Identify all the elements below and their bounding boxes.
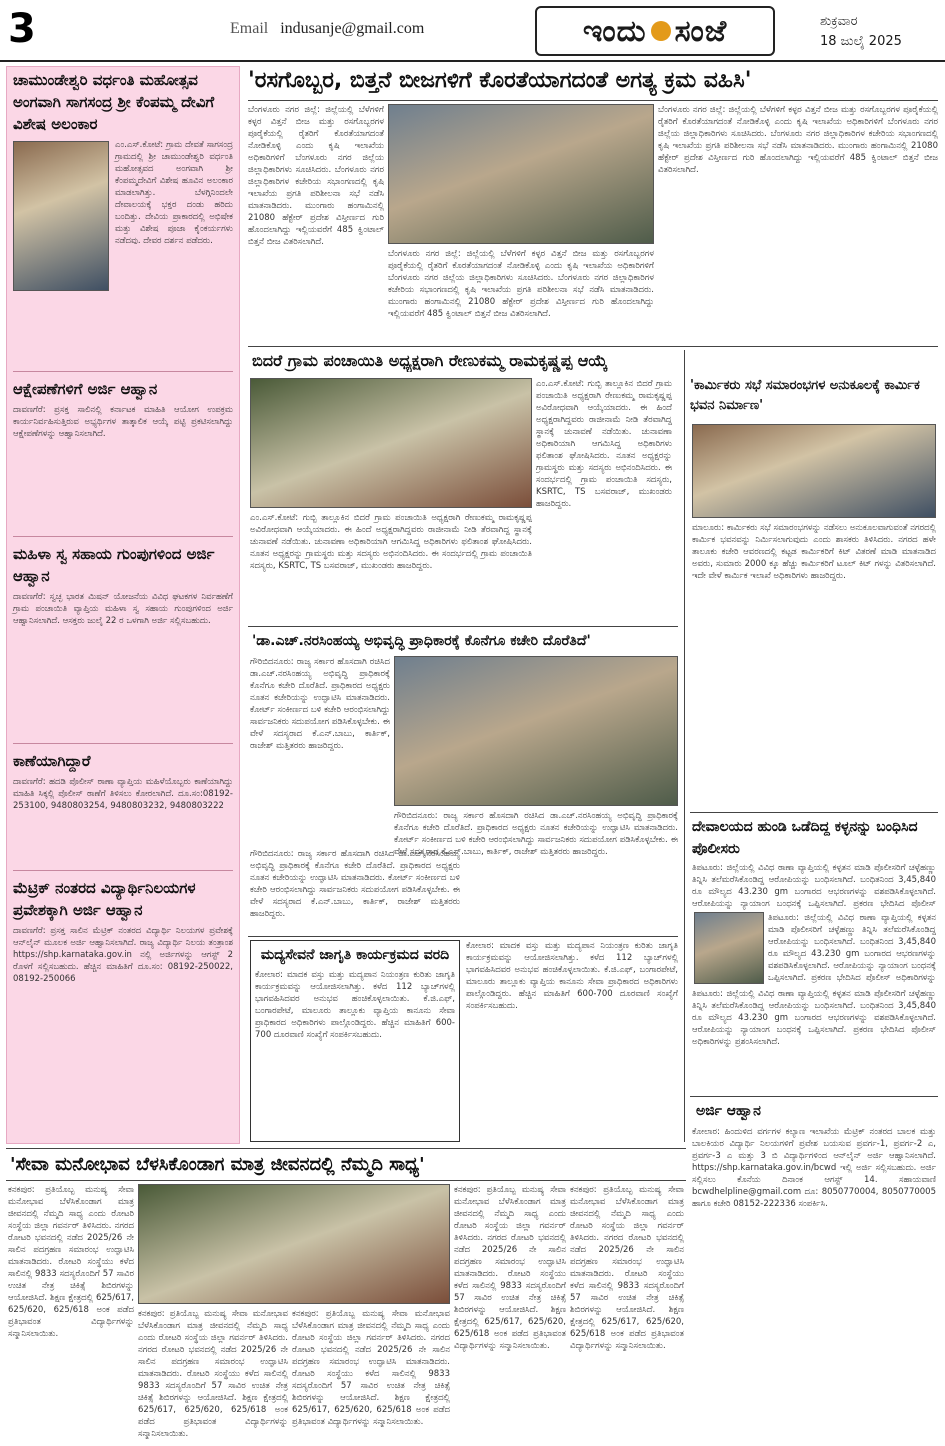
logo-text-right: ಸಂಜೆ: [674, 13, 728, 49]
deity-photo: [13, 141, 109, 291]
article-body-continued: ಕನಕಪುರ: ಪ್ರತಿಯೊಬ್ಬ ಮನುಷ್ಯ ಸೇವಾ ಮನೋಭಾವ ಬೆಳೆಸಿಕೊಂಡಾಗ ಮಾತ್ರ ಜೀವನದಲ್ಲಿ ನೆಮ್ಮದಿ ಸಾಧ್ಯ ಎಂದು ರೋಟರಿ ಸಂಸ್ಥೆಯ ಜಿಲ್ಲಾ ಗವರ್ನರ್ ತಿಳಿಸಿದರು. ನಗರದ ರೋಟರಿ ಭವನದಲ್ಲಿ ನಡೆದ 2025/26 ನೇ ಸಾಲಿನ ಪದಗ್ರಹಣ ಸಮಾರಂಭ ಉದ್ಘಾಟಿಸಿ ಮಾತನಾಡಿದರು. ರೋಟರಿ ಸಂಸ್ಥೆಯು ಕಳೆದ ಸಾಲಿನಲ್ಲಿ 9833 ಸದಸ್ಯರೊಂದಿಗೆ 57 ಸಾವಿರ ಉಚಿತ ನೇತ್ರ ಚಿಕಿತ್ಸೆ ಶಿಬಿರಗಳನ್ನು ಆಯೋಜಿಸಿದೆ. ಶಿಕ್ಷಣ ಕ್ಷೇತ್ರದಲ್ಲಿ 625/617, 625/620, 625/618 ಅಂಕ ಪಡೆದ ಪ್ರತಿಭಾವಂತ ವಿದ್ಯಾರ್ಥಿಗಳನ್ನು ಸನ್ಮಾನಿಸಲಾಯಿತು.: [570, 1185, 684, 1351]
divider: [6, 1180, 686, 1181]
article-headline: 'ರಸಗೊಬ್ಬರ, ಬಿತ್ತನೆ ಬೀಜಗಳಿಗೆ ಕೊರತೆಯಾಗದಂತೆ ಅಗತ್ಯ ಕ್ರಮ ವಹಿಸಿ': [248, 68, 752, 93]
article-body-continued: ಕೋಲಾರ: ಮಾದಕ ವಸ್ತು ಮತ್ತು ಮದ್ಯಪಾನ ನಿಯಂತ್ರಣ ಕುರಿತು ಜಾಗೃತಿ ಕಾರ್ಯಕ್ರಮವನ್ನು ಆಯೋಜಿಸಲಾಗಿತ್ತು. ಕಳೆದ 112 ಬ್ಯಾಚ್‌ಗಳಲ್ಲಿ ಭಾಗವಹಿಸಿದವರ ಅನುಭವ ಹಂಚಿಕೊಳ್ಳಲಾಯಿತು. ಕೆ.ಜಿ.ಎಫ್, ಬಂಗಾರಪೇಟೆ, ಮಾಲೂರು ತಾಲ್ಲೂಕು ವ್ಯಾಪ್ತಿಯ ಕಾನೂನು ಸೇವಾ ಪ್ರಾಧಿಕಾರದ ಅಧಿಕಾರಿಗಳು ಪಾಲ್ಗೊಂಡಿದ್ದರು. ಹೆಚ್ಚಿನ ಮಾಹಿತಿಗೆ 600-700 ದೂರವಾಣಿ ಸಂಖ್ಯೆಗೆ ಸಂಪರ್ಕಿಸಬಹುದು.: [466, 941, 678, 1011]
email-label: Email: [230, 20, 269, 37]
article-headline: ಮೆಟ್ರಿಕ್ ನಂತರದ ವಿದ್ಯಾರ್ಥಿನಿಲಯಗಳ ಪ್ರವೇಶಕ್ಕಾಗಿ ಅರ್ಜಿ ಆಹ್ವಾನ: [13, 879, 196, 919]
article-body-continued: ಕನಕಪುರ: ಪ್ರತಿಯೊಬ್ಬ ಮನುಷ್ಯ ಸೇವಾ ಮನೋಭಾವ ಬೆಳೆಸಿಕೊಂಡಾಗ ಮಾತ್ರ ಜೀವನದಲ್ಲಿ ನೆಮ್ಮದಿ ಸಾಧ್ಯ ಎಂದು ರೋಟರಿ ಸಂಸ್ಥೆಯ ಜಿಲ್ಲಾ ಗವರ್ನರ್ ತಿಳಿಸಿದರು. ನಗರದ ರೋಟರಿ ಭವನದಲ್ಲಿ ನಡೆದ 2025/26 ನೇ ಸಾಲಿನ ಪದಗ್ರಹಣ ಸಮಾರಂಭ ಉದ್ಘಾಟಿಸಿ ಮಾತನಾಡಿದರು. ರೋಟರಿ ಸಂಸ್ಥೆಯು ಕಳೆದ ಸಾಲಿನಲ್ಲಿ 9833 ಸದಸ್ಯರೊಂದಿಗೆ 57 ಸಾವಿರ ಉಚಿತ ನೇತ್ರ ಚಿಕಿತ್ಸೆ ಶಿಬಿರಗಳನ್ನು ಆಯೋಜಿಸಿದೆ. ಶಿಕ್ಷಣ ಕ್ಷೇತ್ರದಲ್ಲಿ 625/617, 625/620, 625/618 ಅಂಕ ಪಡೆದ ಪ್ರತಿಭಾವಂತ ವಿದ್ಯಾರ್ಥಿಗಳನ್ನು ಸನ್ಮಾನಿಸಲಾಯಿತು.: [454, 1185, 566, 1351]
divider: [248, 936, 678, 937]
article-body-continued: ಕನಕಪುರ: ಪ್ರತಿಯೊಬ್ಬ ಮನುಷ್ಯ ಸೇವಾ ಮನೋಭಾವ ಬೆಳೆಸಿಕೊಂಡಾಗ ಮಾತ್ರ ಜೀವನದಲ್ಲಿ ನೆಮ್ಮದಿ ಸಾಧ್ಯ ಎಂದು ರೋಟರಿ ಸಂಸ್ಥೆಯ ಜಿಲ್ಲಾ ಗವರ್ನರ್ ತಿಳಿಸಿದರು. ನಗರದ ರೋಟರಿ ಭವನದಲ್ಲಿ ನಡೆದ 2025/26 ನೇ ಸಾಲಿನ ಪದಗ್ರಹಣ ಸಮಾರಂಭ ಉದ್ಘಾಟಿಸಿ ಮಾತನಾಡಿದರು. ರೋಟರಿ ಸಂಸ್ಥೆಯು ಕಳೆದ ಸಾಲಿನಲ್ಲಿ 9833 ಸದಸ್ಯರೊಂದಿಗೆ 57 ಸಾವಿರ ಉಚಿತ ನೇತ್ರ ಚಿಕಿತ್ಸೆ ಶಿಬಿರಗಳನ್ನು ಆಯೋಜಿಸಿದೆ. ಶಿಕ್ಷಣ ಕ್ಷೇತ್ರದಲ್ಲಿ 625/617, 625/620, 625/618 ಅಂಕ ಪಡೆದ ಪ್ರತಿಭಾವಂತ ವಿದ್ಯಾರ್ಥಿಗಳನ್ನು ಸನ್ಮಾನಿಸಲಾಯಿತು.: [138, 1309, 288, 1439]
issue-date: 18 ಜುಲೈ 2025: [820, 34, 902, 49]
article-body-continued: ತಿಪಟೂರು: ಜಿಲ್ಲೆಯಲ್ಲಿ ವಿವಿಧ ಠಾಣಾ ವ್ಯಾಪ್ತಿಯಲ್ಲಿ ಕಳ್ಳತನ ಮಾಡಿ ಪೊಲೀಸರಿಗೆ ಚಳ್ಳೆಹಣ್ಣು ತಿನ್ನಿಸಿ ತಲೆಮರೆಸಿಕೊಂಡಿದ್ದ ಆರೋಪಿಯನ್ನು ಬಂಧಿಸಲಾಗಿದೆ. ಬಂಧಿತನಿಂದ 3,45,840 ರೂ ಮೌಲ್ಯದ 43.230 gm ಬಂಗಾರದ ಆಭರಣಗಳನ್ನು ವಶಪಡಿಸಿಕೊಳ್ಳಲಾಗಿದೆ. ಆರೋಪಿಯನ್ನು ನ್ಯಾಯಾಂಗ ಬಂಧನಕ್ಕೆ ಒಪ್ಪಿಸಲಾಗಿದೆ. ಪ್ರಕರಣ ಭೇದಿಸಿದ ಪೊಲೀಸ್ ಅಧಿಕಾರಿಗಳನ್ನು: [768, 913, 936, 983]
newspaper-logo: [535, 6, 775, 56]
article-body-continued: ಎಂ.ಎಸ್.ಕೋಟೆ: ಗುಬ್ಬಿ ತಾಲ್ಲೂಕಿನ ಬಿದರೆ ಗ್ರಾಮ ಪಂಚಾಯಿತಿ ಅಧ್ಯಕ್ಷರಾಗಿ ರೇಣುಕಮ್ಮ ರಾಮಕೃಷ್ಣಪ್ಪ ಅವಿರೋಧವಾಗಿ ಆಯ್ಕೆಯಾದರು. ಈ ಹಿಂದೆ ಅಧ್ಯಕ್ಷರಾಗಿದ್ದವರು ರಾಜೀನಾಮೆ ನೀಡಿ ತೆರವಾಗಿದ್ದ ಸ್ಥಾನಕ್ಕೆ ಚುನಾವಣೆ ನಡೆಯಿತು. ಚುನಾವಣಾ ಅಧಿಕಾರಿಯಾಗಿ ಆಗಮಿಸಿದ್ದ ಅಧಿಕಾರಿಗಳು ಫಲಿತಾಂಶ ಘೋಷಿಸಿದರು. ನೂತನ ಅಧ್ಯಕ್ಷರನ್ನು ಗ್ರಾಮಸ್ಥರು ಮತ್ತು ಸದಸ್ಯರು ಅಭಿನಂದಿಸಿದರು. ಈ ಸಂದರ್ಭದಲ್ಲಿ ಗ್ರಾಮ ಪಂಚಾಯಿತಿ ಸದಸ್ಯರು, KSRTC, TS ಬಸವರಾಜ್, ಮುಖಂಡರು ಹಾಜರಿದ್ದರು.: [250, 513, 532, 571]
felicitation-photo: [250, 378, 532, 508]
article-body: ದಾವಣಗೆರೆ: ಪ್ರಸಕ್ತ ಸಾಲಿನಲ್ಲಿ ಕರ್ನಾಟಕ ಮಾಹಿತಿ ಆಯೋಗ ಉಪಕ್ರಮ ಕಾರ್ಯನಿರ್ವಹಿಸುತ್ತಿರುವ ಅಭ್ಯರ್ಥಿಗಳ ತಾತ್ಕಾಲಿಕ ಆಯ್ಕೆ ಪಟ್ಟಿ ಪ್ರಕಟಿಸಲಾಗಿದ್ದು ಆಕ್ಷೇಪಣೆಗಳನ್ನು ಆಹ್ವಾನಿಸಲಾಗಿದೆ.: [13, 405, 233, 439]
article-headline: ಅರ್ಜಿ ಆಹ್ವಾನ: [696, 1103, 761, 1119]
sun-icon: [651, 21, 671, 41]
awareness-story: [250, 940, 460, 1142]
divider: [248, 100, 938, 101]
article-body: ಕನಕಪುರ: ಪ್ರತಿಯೊಬ್ಬ ಮನುಷ್ಯ ಸೇವಾ ಮನೋಭಾವ ಬೆಳೆಸಿಕೊಂಡಾಗ ಮಾತ್ರ ಜೀವನದಲ್ಲಿ ನೆಮ್ಮದಿ ಸಾಧ್ಯ ಎಂದು ರೋಟರಿ ಸಂಸ್ಥೆಯ ಜಿಲ್ಲಾ ಗವರ್ನರ್ ತಿಳಿಸಿದರು. ನಗರದ ರೋಟರಿ ಭವನದಲ್ಲಿ ನಡೆದ 2025/26 ನೇ ಸಾಲಿನ ಪದಗ್ರಹಣ ಸಮಾರಂಭ ಉದ್ಘಾಟಿಸಿ ಮಾತನಾಡಿದರು. ರೋಟರಿ ಸಂಸ್ಥೆಯು ಕಳೆದ ಸಾಲಿನಲ್ಲಿ 9833 ಸದಸ್ಯರೊಂದಿಗೆ 57 ಸಾವಿರ ಉಚಿತ ನೇತ್ರ ಚಿಕಿತ್ಸೆ ಶಿಬಿರಗಳನ್ನು ಆಯೋಜಿಸಿದೆ. ಶಿಕ್ಷಣ ಕ್ಷೇತ್ರದಲ್ಲಿ 625/617, 625/620, 625/618 ಅಂಕ ಪಡೆದ ಪ್ರತಿಭಾವಂತ ವಿದ್ಯಾರ್ಥಿಗಳನ್ನು ಸನ್ಮಾನಿಸಲಾಯಿತು.: [8, 1185, 134, 1339]
left-article-objections: [7, 376, 239, 532]
article-headline: ಆಕ್ಷೇಪಣೆಗಳಿಗೆ ಅರ್ಜಿ ಆಹ್ವಾನ: [13, 380, 158, 398]
article-body: ದಾವಣಗೆರೆ: ಸ್ವಚ್ಛ ಭಾರತ ಮಿಷನ್ ಯೋಜನೆಯ ವಿವಿಧ ಘಟಕಗಳ ನಿರ್ವಹಣೆಗೆ ಗ್ರಾಮ ಪಂಚಾಯಿತಿ ವ್ಯಾಪ್ತಿಯ ಮಹಿಳಾ ಸ್ವ ಸಹಾಯ ಗುಂಪುಗಳಿಂದ ಅರ್ಜಿ ಆಹ್ವಾನಿಸಲಾಗಿದೆ. ಆಸಕ್ತರು ಜುಲೈ 22 ರ ಒಳಗಾಗಿ ಅರ್ಜಿ ಸಲ್ಲಿಸಬಹುದು.: [13, 592, 233, 626]
article-body: ಮಾಲೂರು: ಕಾರ್ಮಿಕರು ಸಭೆ ಸಮಾರಂಭಗಳನ್ನು ನಡೆಸಲು ಅನುಕೂಲವಾಗುವಂತೆ ನಗರದಲ್ಲಿ ಕಾರ್ಮಿಕ ಭವನವನ್ನು ನಿರ್ಮಿಸಲಾಗುವುದು ಎಂದು ಶಾಸಕರು ತಿಳಿಸಿದರು. ನಗರದ ಹಳೇ ತಾಲೂಕು ಕಚೇರಿ ಆವರಣದಲ್ಲಿ ಕಟ್ಟಡ ಕಾರ್ಮಿಕರಿಗೆ ಕಿಟ್ ವಿತರಣೆ ಮಾಡಿ ಮಾತನಾಡಿದ ಅವರು, ಸುಮಾರು 2000 ಕ್ಕೂ ಹೆಚ್ಚು ಕಾರ್ಮಿಕರಿಗೆ ಟೂಲ್ ಕಿಟ್ ಗಳನ್ನು ವಿತರಿಸಲಾಗಿದೆ. ಇದೇ ವೇಳೆ ಕಾರ್ಮಿಕ ಇಲಾಖೆ ಅಧಿಕಾರಿಗಳು ಹಾಜರಿದ್ದರು.: [692, 523, 936, 581]
article-body: ಎಂ.ಎಸ್.ಕೋಟೆ: ಗುಬ್ಬಿ ತಾಲ್ಲೂಕಿನ ಬಿದರೆ ಗ್ರಾಮ ಪಂಚಾಯಿತಿ ಅಧ್ಯಕ್ಷರಾಗಿ ರೇಣುಕಮ್ಮ ರಾಮಕೃಷ್ಣಪ್ಪ ಅವಿರೋಧವಾಗಿ ಆಯ್ಕೆಯಾದರು. ಈ ಹಿಂದೆ ಅಧ್ಯಕ್ಷರಾಗಿದ್ದವರು ರಾಜೀನಾಮೆ ನೀಡಿ ತೆರವಾಗಿದ್ದ ಸ್ಥಾನಕ್ಕೆ ಚುನಾವಣೆ ನಡೆಯಿತು. ಚುನಾವಣಾ ಅಧಿಕಾರಿಯಾಗಿ ಆಗಮಿಸಿದ್ದ ಅಧಿಕಾರಿಗಳು ಫಲಿತಾಂಶ ಘೋಷಿಸಿದರು. ನೂತನ ಅಧ್ಯಕ್ಷರನ್ನು ಗ್ರಾಮಸ್ಥರು ಮತ್ತು ಸದಸ್ಯರು ಅಭಿನಂದಿಸಿದರು. ಈ ಸಂದರ್ಭದಲ್ಲಿ ಗ್ರಾಮ ಪಂಚಾಯಿತಿ ಸದಸ್ಯರು, KSRTC, TS ಬಸವರಾಜ್, ಮುಖಂಡರು ಹಾಜರಿದ್ದರು.: [536, 379, 672, 509]
article-body-continued: ಬೆಂಗಳೂರು ನಗರ ಜಿಲ್ಲೆ: ಜಿಲ್ಲೆಯಲ್ಲಿ ಬೆಳೆಗಳಿಗೆ ಕಳ್ಳರ ವಿತ್ತನೆ ಬೀಜ ಮತ್ತು ರಸಗೊಬ್ಬರಗಳ ಪೂರೈಕೆಯಲ್ಲಿ ರೈತರಿಗೆ ಕೊರತೆಯಾಗದಂತೆ ನೋಡಿಕೊಳ್ಳಿ ಎಂದು ಕೃಷಿ ಇಲಾಖೆಯ ಅಧಿಕಾರಿಗಳಿಗೆ ಬೆಂಗಳೂರು ನಗರ ಜಿಲ್ಲೆಯ ಜಿಲ್ಲಾಧಿಕಾರಿಗಳು ಸೂಚಿಸಿದರು. ಬೆಂಗಳೂರು ನಗರ ಜಿಲ್ಲಾಧಿಕಾರಿಗಳ ಕಚೇರಿಯ ಸಭಾಂಗಣದಲ್ಲಿ ಕೃಷಿ ಇಲಾಖೆಯ ಪ್ರಗತಿ ಪರಿಶೀಲನಾ ಸಭೆ ನಡೆಸಿ ಮಾತನಾಡಿದರು. ಮುಂಗಾರು ಹಂಗಾಮಿನಲ್ಲಿ 21080 ಹೆಕ್ಟೇರ್ ಪ್ರದೇಶ ವಿಸ್ತೀರ್ಣದ ಗುರಿ ಹೊಂದಲಾಗಿದ್ದು ಇಲ್ಲಿಯವರೆಗೆ 485 ಕ್ವಿಂಟಾಲ್ ಬಿತ್ತನೆ ಬೀಜ ವಿತರಿಸಲಾಗಿದೆ.: [388, 249, 654, 319]
left-article-missing: [7, 748, 239, 866]
labour-event-photo: [692, 424, 936, 518]
accused-photo: [694, 912, 764, 984]
page-number: 3: [8, 6, 36, 52]
divider: [690, 812, 938, 813]
article-headline: ದೇವಾಲಯದ ಹುಂಡಿ ಒಡೆದಿದ್ದ ಕಳ್ಳನನ್ನು ಬಂಧಿಸಿದ ಪೊಲೀಸರು: [692, 819, 918, 857]
left-article-shg: [7, 541, 239, 739]
article-body: ಎಂ.ಎಸ್.ಕೋಟೆ: ಗ್ರಾಮ ದೇವತೆ ಸಾಗಸಂದ್ರ ಗ್ರಾಮದಲ್ಲಿ ಶ್ರೀ ಚಾಮುಂಡೇಶ್ವರಿ ವರ್ಧಂತಿ ಮಹೋತ್ಸವದ ಅಂಗವಾಗಿ ಶ್ರೀ ಕೆಂಪಮ್ಮದೇವಿಗೆ ವಿಶೇಷ ಹೂವಿನ ಅಲಂಕಾರ ಮಾಡಲಾಗಿತ್ತು. ಬೆಳಗ್ಗಿನಿಂದಲೇ ದೇವಾಲಯಕ್ಕೆ ಭಕ್ತರ ದಂಡು ಹರಿದು ಬಂದಿತ್ತು. ದೇವಿಯ ಪ್ರಾಕಾರದಲ್ಲಿ ಅಭಿಷೇಕ ಮತ್ತು ವಿಶೇಷ ಪೂಜಾ ಕೈಂಕರ್ಯಗಳು ನಡೆದವು. ದೇವರ ದರ್ಶನ ಪಡೆದರು.: [115, 140, 233, 246]
labour-story: [690, 376, 938, 416]
left-article-hostel: [7, 875, 239, 1053]
divider: [248, 346, 938, 347]
article-body: ಗೌರಿಬಿದನೂರು: ರಾಜ್ಯ ಸರ್ಕಾರ ಹೊಸದಾಗಿ ರಚಿಸಿದ ಡಾ.ಎಚ್.ನರಸಿಂಹಯ್ಯ ಅಭಿವೃದ್ಧಿ ಪ್ರಾಧಿಕಾರಕ್ಕೆ ಕೊನೆಗೂ ಕಚೇರಿ ದೊರೆತಿದೆ. ಪ್ರಾಧಿಕಾರದ ಅಧ್ಯಕ್ಷರು ನೂತನ ಕಚೇರಿಯನ್ನು ಉದ್ಘಾಟಿಸಿ ಮಾತನಾಡಿದರು. ಕೋರ್ಟ್ ಸಂಕೀರ್ಣದ ಬಳಿ ಕಚೇರಿ ಆರಂಭಿಸಲಾಗಿದ್ದು ಸಾರ್ವಜನಿಕರು ಸದುಪಯೋಗ ಪಡಿಸಿಕೊಳ್ಳಬೇಕು. ಈ ವೇಳೆ ಸದಸ್ಯರಾದ ಕೆ.ಎನ್.ಬಾಬು, ಕಾರ್ತಿಕ್, ರಾಜೇಶ್ ಮತ್ತಿತರರು ಹಾಜರಿದ್ದರು.: [250, 657, 390, 751]
divider: [6, 1148, 686, 1149]
meeting-photo: [388, 104, 654, 244]
email-line: [230, 20, 424, 38]
divider: [13, 870, 233, 871]
article-body: ಕೋಲಾರ: ಹಿಂದುಳಿದ ವರ್ಗಗಳ ಕಲ್ಯಾಣ ಇಲಾಖೆಯ ಮೆಟ್ರಿಕ್ ನಂತರದ ಬಾಲಕ ಮತ್ತು ಬಾಲಕಿಯರ ವಿದ್ಯಾರ್ಥಿ ನಿಲಯಗಳಿಗೆ ಪ್ರವೇಶ ಬಯಸುವ ಪ್ರವರ್ಗ-1, ಪ್ರವರ್ಗ-2 ಎ, ಪ್ರವರ್ಗ-3 ಎ ಮತ್ತು 3 ಬಿ ವಿದ್ಯಾರ್ಥಿಗಳಿಂದ ಆನ್‌ಲೈನ್ ಅರ್ಜಿ ಆಹ್ವಾನಿಸಲಾಗಿದೆ. https://shp.karnataka.gov.in/bcwd ಇಲ್ಲಿ ಅರ್ಜಿ ಸಲ್ಲಿಸಬಹುದು. ಅರ್ಜಿ ಸಲ್ಲಿಸಲು ಕೊನೆಯ ದಿನಾಂಕ ಆಗಸ್ಟ್ 14. ಸಹಾಯವಾಣಿ bcwdhelpline@gmail.com ದೂ: 8050770004, 8050770005 ಹಾಗೂ ಕಚೇರಿ 08152-222336 ಸಂಪರ್ಕಿಸಿ.: [692, 1127, 936, 1209]
article-body-continued: ಕನಕಪುರ: ಪ್ರತಿಯೊಬ್ಬ ಮನುಷ್ಯ ಸೇವಾ ಮನೋಭಾವ ಬೆಳೆಸಿಕೊಂಡಾಗ ಮಾತ್ರ ಜೀವನದಲ್ಲಿ ನೆಮ್ಮದಿ ಸಾಧ್ಯ ಎಂದು ರೋಟರಿ ಸಂಸ್ಥೆಯ ಜಿಲ್ಲಾ ಗವರ್ನರ್ ತಿಳಿಸಿದರು. ನಗರದ ರೋಟರಿ ಭವನದಲ್ಲಿ ನಡೆದ 2025/26 ನೇ ಸಾಲಿನ ಪದಗ್ರಹಣ ಸಮಾರಂಭ ಉದ್ಘಾಟಿಸಿ ಮಾತನಾಡಿದರು. ರೋಟರಿ ಸಂಸ್ಥೆಯು ಕಳೆದ ಸಾಲಿನಲ್ಲಿ 9833 ಸದಸ್ಯರೊಂದಿಗೆ 57 ಸಾವಿರ ಉಚಿತ ನೇತ್ರ ಚಿಕಿತ್ಸೆ ಶಿಬಿರಗಳನ್ನು ಆಯೋಜಿಸಿದೆ. ಶಿಕ್ಷಣ ಕ್ಷೇತ್ರದಲ್ಲಿ 625/617, 625/620, 625/618 ಅಂಕ ಪಡೆದ ಪ್ರತಿಭಾವಂತ ವಿದ್ಯಾರ್ಥಿಗಳನ್ನು ಸನ್ಮಾನಿಸಲಾಯಿತು.: [292, 1309, 450, 1427]
column-divider: [684, 350, 685, 1142]
article-body: ತಿಪಟೂರು: ಜಿಲ್ಲೆಯಲ್ಲಿ ವಿವಿಧ ಠಾಣಾ ವ್ಯಾಪ್ತಿಯಲ್ಲಿ ಕಳ್ಳತನ ಮಾಡಿ ಪೊಲೀಸರಿಗೆ ಚಳ್ಳೆಹಣ್ಣು ತಿನ್ನಿಸಿ ತಲೆಮರೆಸಿಕೊಂಡಿದ್ದ ಆರೋಪಿಯನ್ನು ಬಂಧಿಸಲಾಗಿದೆ. ಬಂಧಿತನಿಂದ 3,45,840 ರೂ ಮೌಲ್ಯದ 43.230 gm ಬಂಗಾರದ ಆಭರಣಗಳನ್ನು ವಶಪಡಿಸಿಕೊಳ್ಳಲಾಗಿದೆ. ಆರೋಪಿಯನ್ನು ನ್ಯಾಯಾಂಗ ಬಂಧನಕ್ಕೆ ಒಪ್ಪಿಸಲಾಗಿದೆ. ಪ್ರಕರಣ ಭೇದಿಸಿದ ಪೊಲೀಸ್: [692, 863, 936, 909]
article-headline: ಚಾಮುಂಡೇಶ್ವರಿ ವರ್ಧಂತಿ ಮಹೋತ್ಸವ ಅಂಗವಾಗಿ ಸಾಗಸಂದ್ರ ಶ್ರೀ ಕೆಂಪಮ್ಮ ದೇವಿಗೆ ವಿಶೇಷ ಅಲಂಕಾರ: [13, 71, 215, 133]
article-headline: ಮದ್ಯಸೇವನೆ ಜಾಗೃತಿ ಕಾರ್ಯಕ್ರಮದ ವರದಿ: [260, 947, 450, 963]
article-headline: 'ಡಾ.ಎಚ್.ನರಸಿಂಹಯ್ಯ ಅಭಿವೃದ್ಧಿ ಪ್ರಾಧಿಕಾರಕ್ಕೆ ಕೊನೆಗೂ ಕಚೇರಿ ದೊರೆತಿದೆ': [252, 633, 591, 649]
issue-day: ಶುಕ್ರವಾರ: [820, 14, 858, 29]
article-body-continued: ಗೌರಿಬಿದನೂರು: ರಾಜ್ಯ ಸರ್ಕಾರ ಹೊಸದಾಗಿ ರಚಿಸಿದ ಡಾ.ಎಚ್.ನರಸಿಂಹಯ್ಯ ಅಭಿವೃದ್ಧಿ ಪ್ರಾಧಿಕಾರಕ್ಕೆ ಕೊನೆಗೂ ಕಚೇರಿ ದೊರೆತಿದೆ. ಪ್ರಾಧಿಕಾರದ ಅಧ್ಯಕ್ಷರು ನೂತನ ಕಚೇರಿಯನ್ನು ಉದ್ಘಾಟಿಸಿ ಮಾತನಾಡಿದರು. ಕೋರ್ಟ್ ಸಂಕೀರ್ಣದ ಬಳಿ ಕಚೇರಿ ಆರಂಭಿಸಲಾಗಿದ್ದು ಸಾರ್ವಜನಿಕರು ಸದುಪಯೋಗ ಪಡಿಸಿಕೊಳ್ಳಬೇಕು. ಈ ವೇಳೆ ಸದಸ್ಯರಾದ ಕೆ.ಎನ್.ಬಾಬು, ಕಾರ್ತಿಕ್, ರಾಜೇಶ್ ಮತ್ತಿತರರು ಹಾಜರಿದ್ದರು.: [394, 811, 678, 857]
left-article-temple: [7, 67, 239, 367]
article-body: ದಾವಣಗೆರೆ: ಹದಡಿ ಪೊಲೀಸ್ ಠಾಣಾ ವ್ಯಾಪ್ತಿಯ ಮಹಿಳೆಯೊಬ್ಬರು ಕಾಣೆಯಾಗಿದ್ದು ಮಾಹಿತಿ ಸಿಕ್ಕಲ್ಲಿ ಪೊಲೀಸ್ ಠಾಣೆಗೆ ತಿಳಿಸಲು ಕೋರಲಾಗಿದೆ. ದೂ.ಸಂ:08192-253100, 9480803254, 9480803232, 9480803222: [13, 777, 233, 811]
article-headline: 'ಕಾರ್ಮಿಕರು ಸಭೆ ಸಮಾರಂಭಗಳ ಅನುಕೂಲಕ್ಕೆ ಕಾರ್ಮಿಕ ಭವನ ನಿರ್ಮಾಣ': [690, 378, 920, 413]
logo-text-left: ಇಂದು: [582, 13, 647, 49]
masthead: [0, 0, 945, 62]
article-body-continued: ತಿಪಟೂರು: ಜಿಲ್ಲೆಯಲ್ಲಿ ವಿವಿಧ ಠಾಣಾ ವ್ಯಾಪ್ತಿಯಲ್ಲಿ ಕಳ್ಳತನ ಮಾಡಿ ಪೊಲೀಸರಿಗೆ ಚಳ್ಳೆಹಣ್ಣು ತಿನ್ನಿಸಿ ತಲೆಮರೆಸಿಕೊಂಡಿದ್ದ ಆರೋಪಿಯನ್ನು ಬಂಧಿಸಲಾಗಿದೆ. ಬಂಧಿತನಿಂದ 3,45,840 ರೂ ಮೌಲ್ಯದ 43.230 gm ಬಂಗಾರದ ಆಭರಣಗಳನ್ನು ವಶಪಡಿಸಿಕೊಳ್ಳಲಾಗಿದೆ. ಆರೋಪಿಯನ್ನು ನ್ಯಾಯಾಂಗ ಬಂಧನಕ್ಕೆ ಒಪ್ಪಿಸಲಾಗಿದೆ. ಪ್ರಕರಣ ಭೇದಿಸಿದ ಪೊಲೀಸ್ ಅಧಿಕಾರಿಗಳನ್ನು ಪ್ರಶಂಸಿಸಲಾಗಿದೆ.: [692, 989, 936, 1047]
office-inauguration-photo: [394, 656, 678, 806]
article-body-continued: ಬೆಂಗಳೂರು ನಗರ ಜಿಲ್ಲೆ: ಜಿಲ್ಲೆಯಲ್ಲಿ ಬೆಳೆಗಳಿಗೆ ಕಳ್ಳರ ವಿತ್ತನೆ ಬೀಜ ಮತ್ತು ರಸಗೊಬ್ಬರಗಳ ಪೂರೈಕೆಯಲ್ಲಿ ರೈತರಿಗೆ ಕೊರತೆಯಾಗದಂತೆ ನೋಡಿಕೊಳ್ಳಿ ಎಂದು ಕೃಷಿ ಇಲಾಖೆಯ ಅಧಿಕಾರಿಗಳಿಗೆ ಬೆಂಗಳೂರು ನಗರ ಜಿಲ್ಲೆಯ ಜಿಲ್ಲಾಧಿಕಾರಿಗಳು ಸೂಚಿಸಿದರು. ಬೆಂಗಳೂರು ನಗರ ಜಿಲ್ಲಾಧಿಕಾರಿಗಳ ಕಚೇರಿಯ ಸಭಾಂಗಣದಲ್ಲಿ ಕೃಷಿ ಇಲಾಖೆಯ ಪ್ರಗತಿ ಪರಿಶೀಲನಾ ಸಭೆ ನಡೆಸಿ ಮಾತನಾಡಿದರು. ಮುಂಗಾರು ಹಂಗಾಮಿನಲ್ಲಿ 21080 ಹೆಕ್ಟೇರ್ ಪ್ರದೇಶ ವಿಸ್ತೀರ್ಣದ ಗುರಿ ಹೊಂದಲಾಗಿದ್ದು ಇಲ್ಲಿಯವರೆಗೆ 485 ಕ್ವಿಂಟಾಲ್ ಬಿತ್ತನೆ ಬೀಜ ವಿತರಿಸಲಾಗಿದೆ.: [658, 105, 938, 175]
divider: [248, 626, 678, 627]
article-body: ದಾವಣಗೆರೆ: ಪ್ರಸಕ್ತ ಸಾಲಿನ ಮೆಟ್ರಿಕ್ ನಂತರದ ವಿದ್ಯಾರ್ಥಿ ನಿಲಯಗಳ ಪ್ರವೇಶಕ್ಕೆ ಆನ್‌ಲೈನ್ ಮೂಲಕ ಅರ್ಜಿ ಆಹ್ವಾನಿಸಲಾಗಿದೆ. ರಾಜ್ಯ ವಿದ್ಯಾರ್ಥಿ ನಿಲಯ ತಂತ್ರಾಂಶ https://shp.karnataka.gov.in ನಲ್ಲಿ ಅರ್ಜಿಗಳನ್ನು ಆಗಸ್ಟ್ 2 ರೊಳಗೆ ಸಲ್ಲಿಸಬಹುದು. ಹೆಚ್ಚಿನ ಮಾಹಿತಿಗೆ ದೂ.ಸಂ: 08192-250022, 08192-250066: [13, 926, 233, 984]
divider: [13, 371, 233, 372]
rotary-event-photo: [138, 1184, 450, 1304]
article-headline: ಮಹಿಳಾ ಸ್ವ ಸಹಾಯ ಗುಂಪುಗಳಿಂದ ಅರ್ಜಿ ಆಹ್ವಾನ: [13, 545, 215, 585]
left-news-column: [6, 66, 240, 1144]
top-story: [248, 66, 938, 96]
article-headline: ಬಿದರೆ ಗ್ರಾಮ ಪಂಚಾಯಿತಿ ಅಧ್ಯಕ್ಷರಾಗಿ ರೇಣುಕಮ್ಮ ರಾಮಕೃಷ್ಣಪ್ಪ ಆಯ್ಕೆ: [252, 351, 608, 370]
article-body: ಕೋಲಾರ: ಮಾದಕ ವಸ್ತು ಮತ್ತು ಮದ್ಯಪಾನ ನಿಯಂತ್ರಣ ಕುರಿತು ಜಾಗೃತಿ ಕಾರ್ಯಕ್ರಮವನ್ನು ಆಯೋಜಿಸಲಾಗಿತ್ತು. ಕಳೆದ 112 ಬ್ಯಾಚ್‌ಗಳಲ್ಲಿ ಭಾಗವಹಿಸಿದವರ ಅನುಭವ ಹಂಚಿಕೊಳ್ಳಲಾಯಿತು. ಕೆ.ಜಿ.ಎಫ್, ಬಂಗಾರಪೇಟೆ, ಮಾಲೂರು ತಾಲ್ಲೂಕು ವ್ಯಾಪ್ತಿಯ ಕಾನೂನು ಸೇವಾ ಪ್ರಾಧಿಕಾರದ ಅಧಿಕಾರಿಗಳು ಪಾಲ್ಗೊಂಡಿದ್ದರು. ಹೆಚ್ಚಿನ ಮಾಹಿತಿಗೆ 600-700 ದೂರವಾಣಿ ಸಂಖ್ಯೆಗೆ ಸಂಪರ್ಕಿಸಬಹುದು.: [255, 970, 455, 1040]
article-body-continued: ಗೌರಿಬಿದನೂರು: ರಾಜ್ಯ ಸರ್ಕಾರ ಹೊಸದಾಗಿ ರಚಿಸಿದ ಡಾ.ಎಚ್.ನರಸಿಂಹಯ್ಯ ಅಭಿವೃದ್ಧಿ ಪ್ರಾಧಿಕಾರಕ್ಕೆ ಕೊನೆಗೂ ಕಚೇರಿ ದೊರೆತಿದೆ. ಪ್ರಾಧಿಕಾರದ ಅಧ್ಯಕ್ಷರು ನೂತನ ಕಚೇರಿಯನ್ನು ಉದ್ಘಾಟಿಸಿ ಮಾತನಾಡಿದರು. ಕೋರ್ಟ್ ಸಂಕೀರ್ಣದ ಬಳಿ ಕಚೇರಿ ಆರಂಭಿಸಲಾಗಿದ್ದು ಸಾರ್ವಜನಿಕರು ಸದುಪಯೋಗ ಪಡಿಸಿಕೊಳ್ಳಬೇಕು. ಈ ವೇಳೆ ಸದಸ್ಯರಾದ ಕೆ.ಎನ್.ಬಾಬು, ಕಾರ್ತಿಕ್, ರಾಜೇಶ್ ಮತ್ತಿತರರು ಹಾಜರಿದ್ದರು.: [250, 849, 460, 919]
divider: [690, 1096, 938, 1097]
dateline: [820, 12, 902, 52]
article-headline: 'ಸೇವಾ ಮನೋಭಾವ ಬೆಳಸಿಕೊಂಡಾಗ ಮಾತ್ರ ಜೀವನದಲ್ಲಿ ನೆಮ್ಮದಿ ಸಾಧ್ಯ': [10, 1154, 425, 1175]
email-address: indusanje@gmail.com: [280, 20, 425, 37]
divider: [13, 536, 233, 537]
article-body: ಬೆಂಗಳೂರು ನಗರ ಜಿಲ್ಲೆ: ಜಿಲ್ಲೆಯಲ್ಲಿ ಬೆಳೆಗಳಿಗೆ ಕಳ್ಳರ ವಿತ್ತನೆ ಬೀಜ ಮತ್ತು ರಸಗೊಬ್ಬರಗಳ ಪೂರೈಕೆಯಲ್ಲಿ ರೈತರಿಗೆ ಕೊರತೆಯಾಗದಂತೆ ನೋಡಿಕೊಳ್ಳಿ ಎಂದು ಕೃಷಿ ಇಲಾಖೆಯ ಅಧಿಕಾರಿಗಳಿಗೆ ಬೆಂಗಳೂರು ನಗರ ಜಿಲ್ಲೆಯ ಜಿಲ್ಲಾಧಿಕಾರಿಗಳು ಸೂಚಿಸಿದರು. ಬೆಂಗಳೂರು ನಗರ ಜಿಲ್ಲಾಧಿಕಾರಿಗಳ ಕಚೇರಿಯ ಸಭಾಂಗಣದಲ್ಲಿ ಕೃಷಿ ಇಲಾಖೆಯ ಪ್ರಗತಿ ಪರಿಶೀಲನಾ ಸಭೆ ನಡೆಸಿ ಮಾತನಾಡಿದರು. ಮುಂಗಾರು ಹಂಗಾಮಿನಲ್ಲಿ 21080 ಹೆಕ್ಟೇರ್ ಪ್ರದೇಶ ವಿಸ್ತೀರ್ಣದ ಗುರಿ ಹೊಂದಲಾಗಿದ್ದು ಇಲ್ಲಿಯವರೆಗೆ 485 ಕ್ವಿಂಟಾಲ್ ಬಿತ್ತನೆ ಬೀಜ ವಿತರಿಸಲಾಗಿದೆ.: [248, 105, 384, 247]
article-headline: ಕಾಣೆಯಾಗಿದ್ದಾರೆ: [13, 752, 91, 770]
divider: [13, 743, 233, 744]
